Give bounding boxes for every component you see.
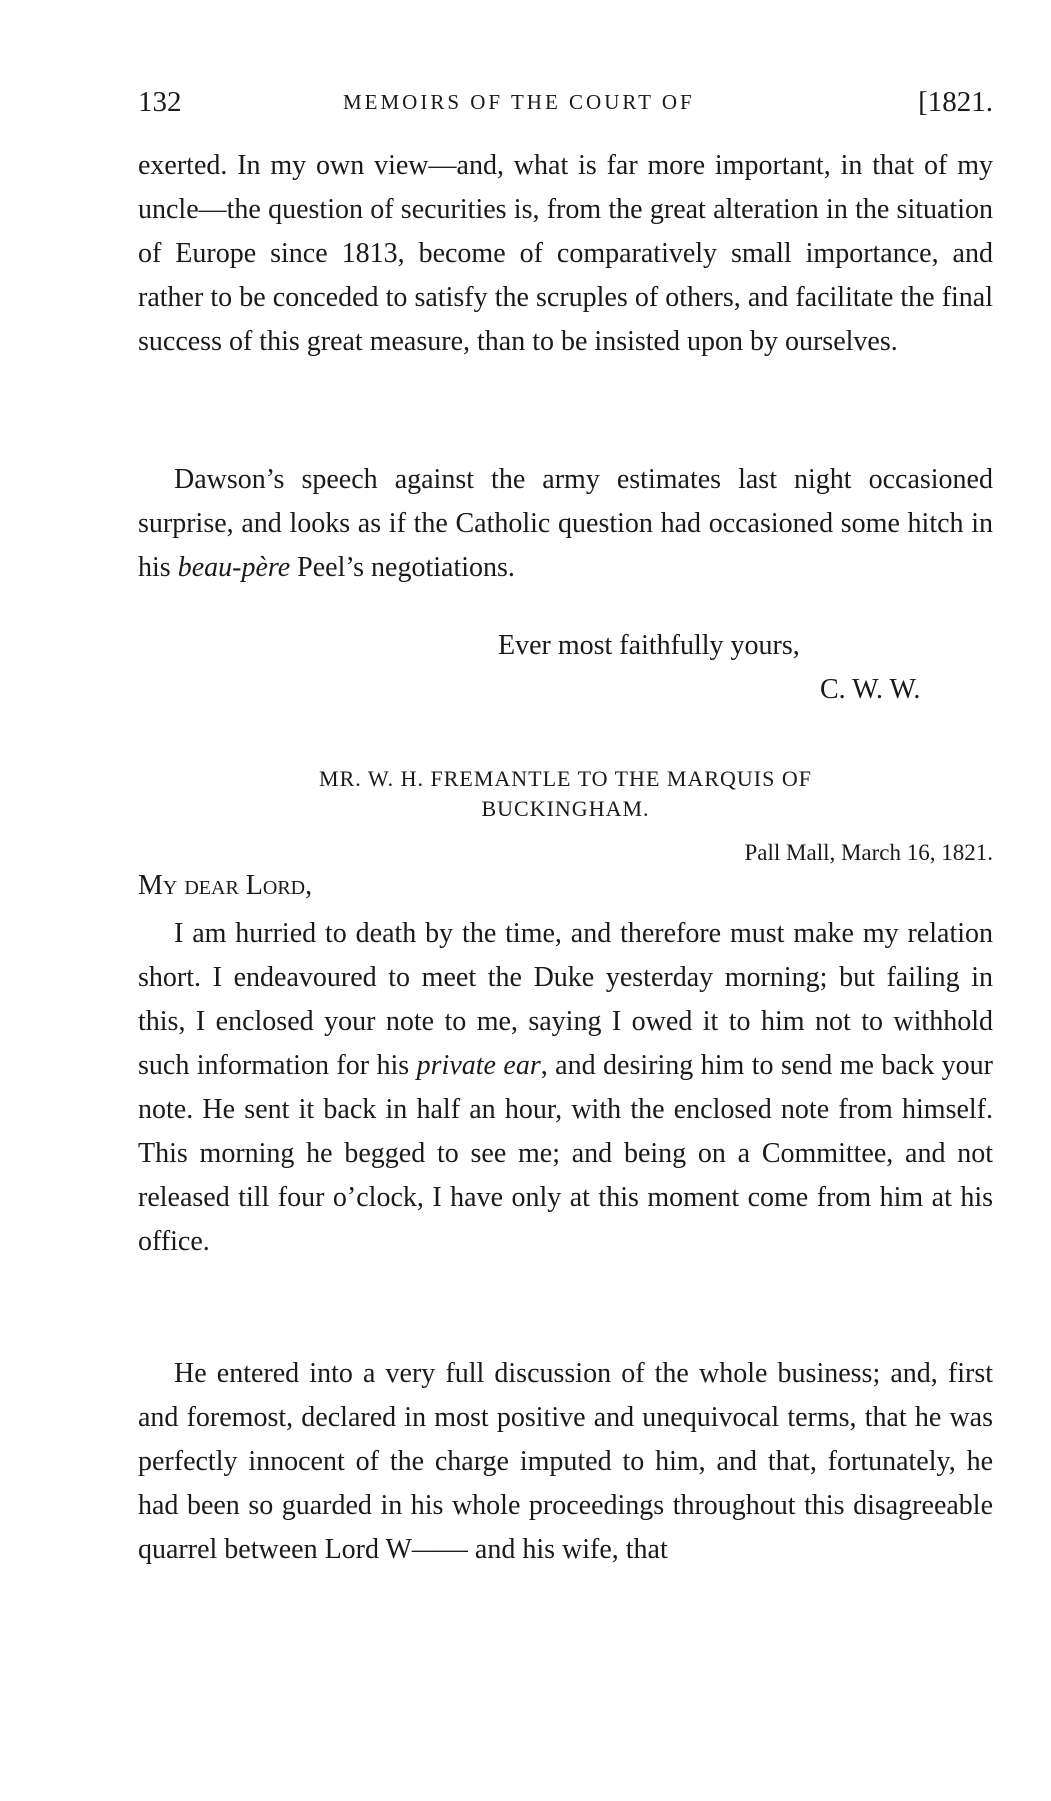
italic-phrase: private ear	[416, 1050, 541, 1081]
text-run: Peel’s negotiations.	[290, 552, 515, 583]
paragraph-text: He entered into a very full discussion of the whole business; and, first and foremost, declared in most positive and unequivocal terms, that he was perfectly innocent of the charge imputed to him, and that, fortunately, he had been so guarded in his whole proceedings throughout this disagreeable quarrel between Lord W—— and his wife, that	[138, 1358, 993, 1565]
letter-heading-line: MR. W. H. FREMANTLE TO THE MARQUIS OF	[319, 766, 812, 791]
text-run: , and desiring him to send me back your note. He sent it back in half an hour, with the enclosed note from himself. This morning he begged to see me; and being on a Committee, and not released till four o’clock, I have only at this moment come from him at his office.	[138, 1050, 994, 1257]
letter-heading	[138, 764, 993, 824]
page-header	[138, 86, 993, 126]
paragraph-exerted	[138, 144, 993, 364]
letter-signature: C. W. W.	[820, 674, 921, 705]
paragraph-hurried	[138, 912, 993, 1264]
text-run: I am hurried to death by the time, and therefore must make my relation short. I endeavoured to meet the Duke yesterday morning; but failing in this, I enclosed your note to me, saying I owed it to him not to withhold such information for his	[138, 918, 993, 1081]
header-year: [1821.	[918, 86, 993, 118]
letter-heading-line: BUCKINGHAM.	[481, 796, 650, 821]
text-run: Dawson’s speech against the army estimates last night occasioned surprise, and looks as if the Catholic question had occasioned some hitch in his	[138, 464, 993, 583]
running-title: MEMOIRS OF THE COURT OF	[343, 90, 695, 114]
paragraph-dawson	[138, 458, 993, 590]
italic-phrase: beau-père	[177, 552, 291, 583]
paragraph-text: exerted. In my own view—and, what is far more important, in that of my uncle—the question of securities is, from the great alteration in the situation of Europe since 1813, become of comparatively small importance, and rather to be conceded to satisfy the scruples of others, and facilitate the final success of this great measure, than to be insisted upon by ourselves.	[138, 150, 993, 357]
letter-salutation: My dear Lord,	[138, 870, 313, 901]
paragraph-text	[138, 458, 993, 590]
letter-dateline: Pall Mall, March 16, 1821.	[744, 840, 993, 865]
paragraph-text	[138, 912, 993, 1264]
letter-closing: Ever most faithfully yours,	[498, 630, 800, 661]
page-number: 132	[138, 86, 182, 118]
paragraph-discussion	[138, 1352, 993, 1572]
